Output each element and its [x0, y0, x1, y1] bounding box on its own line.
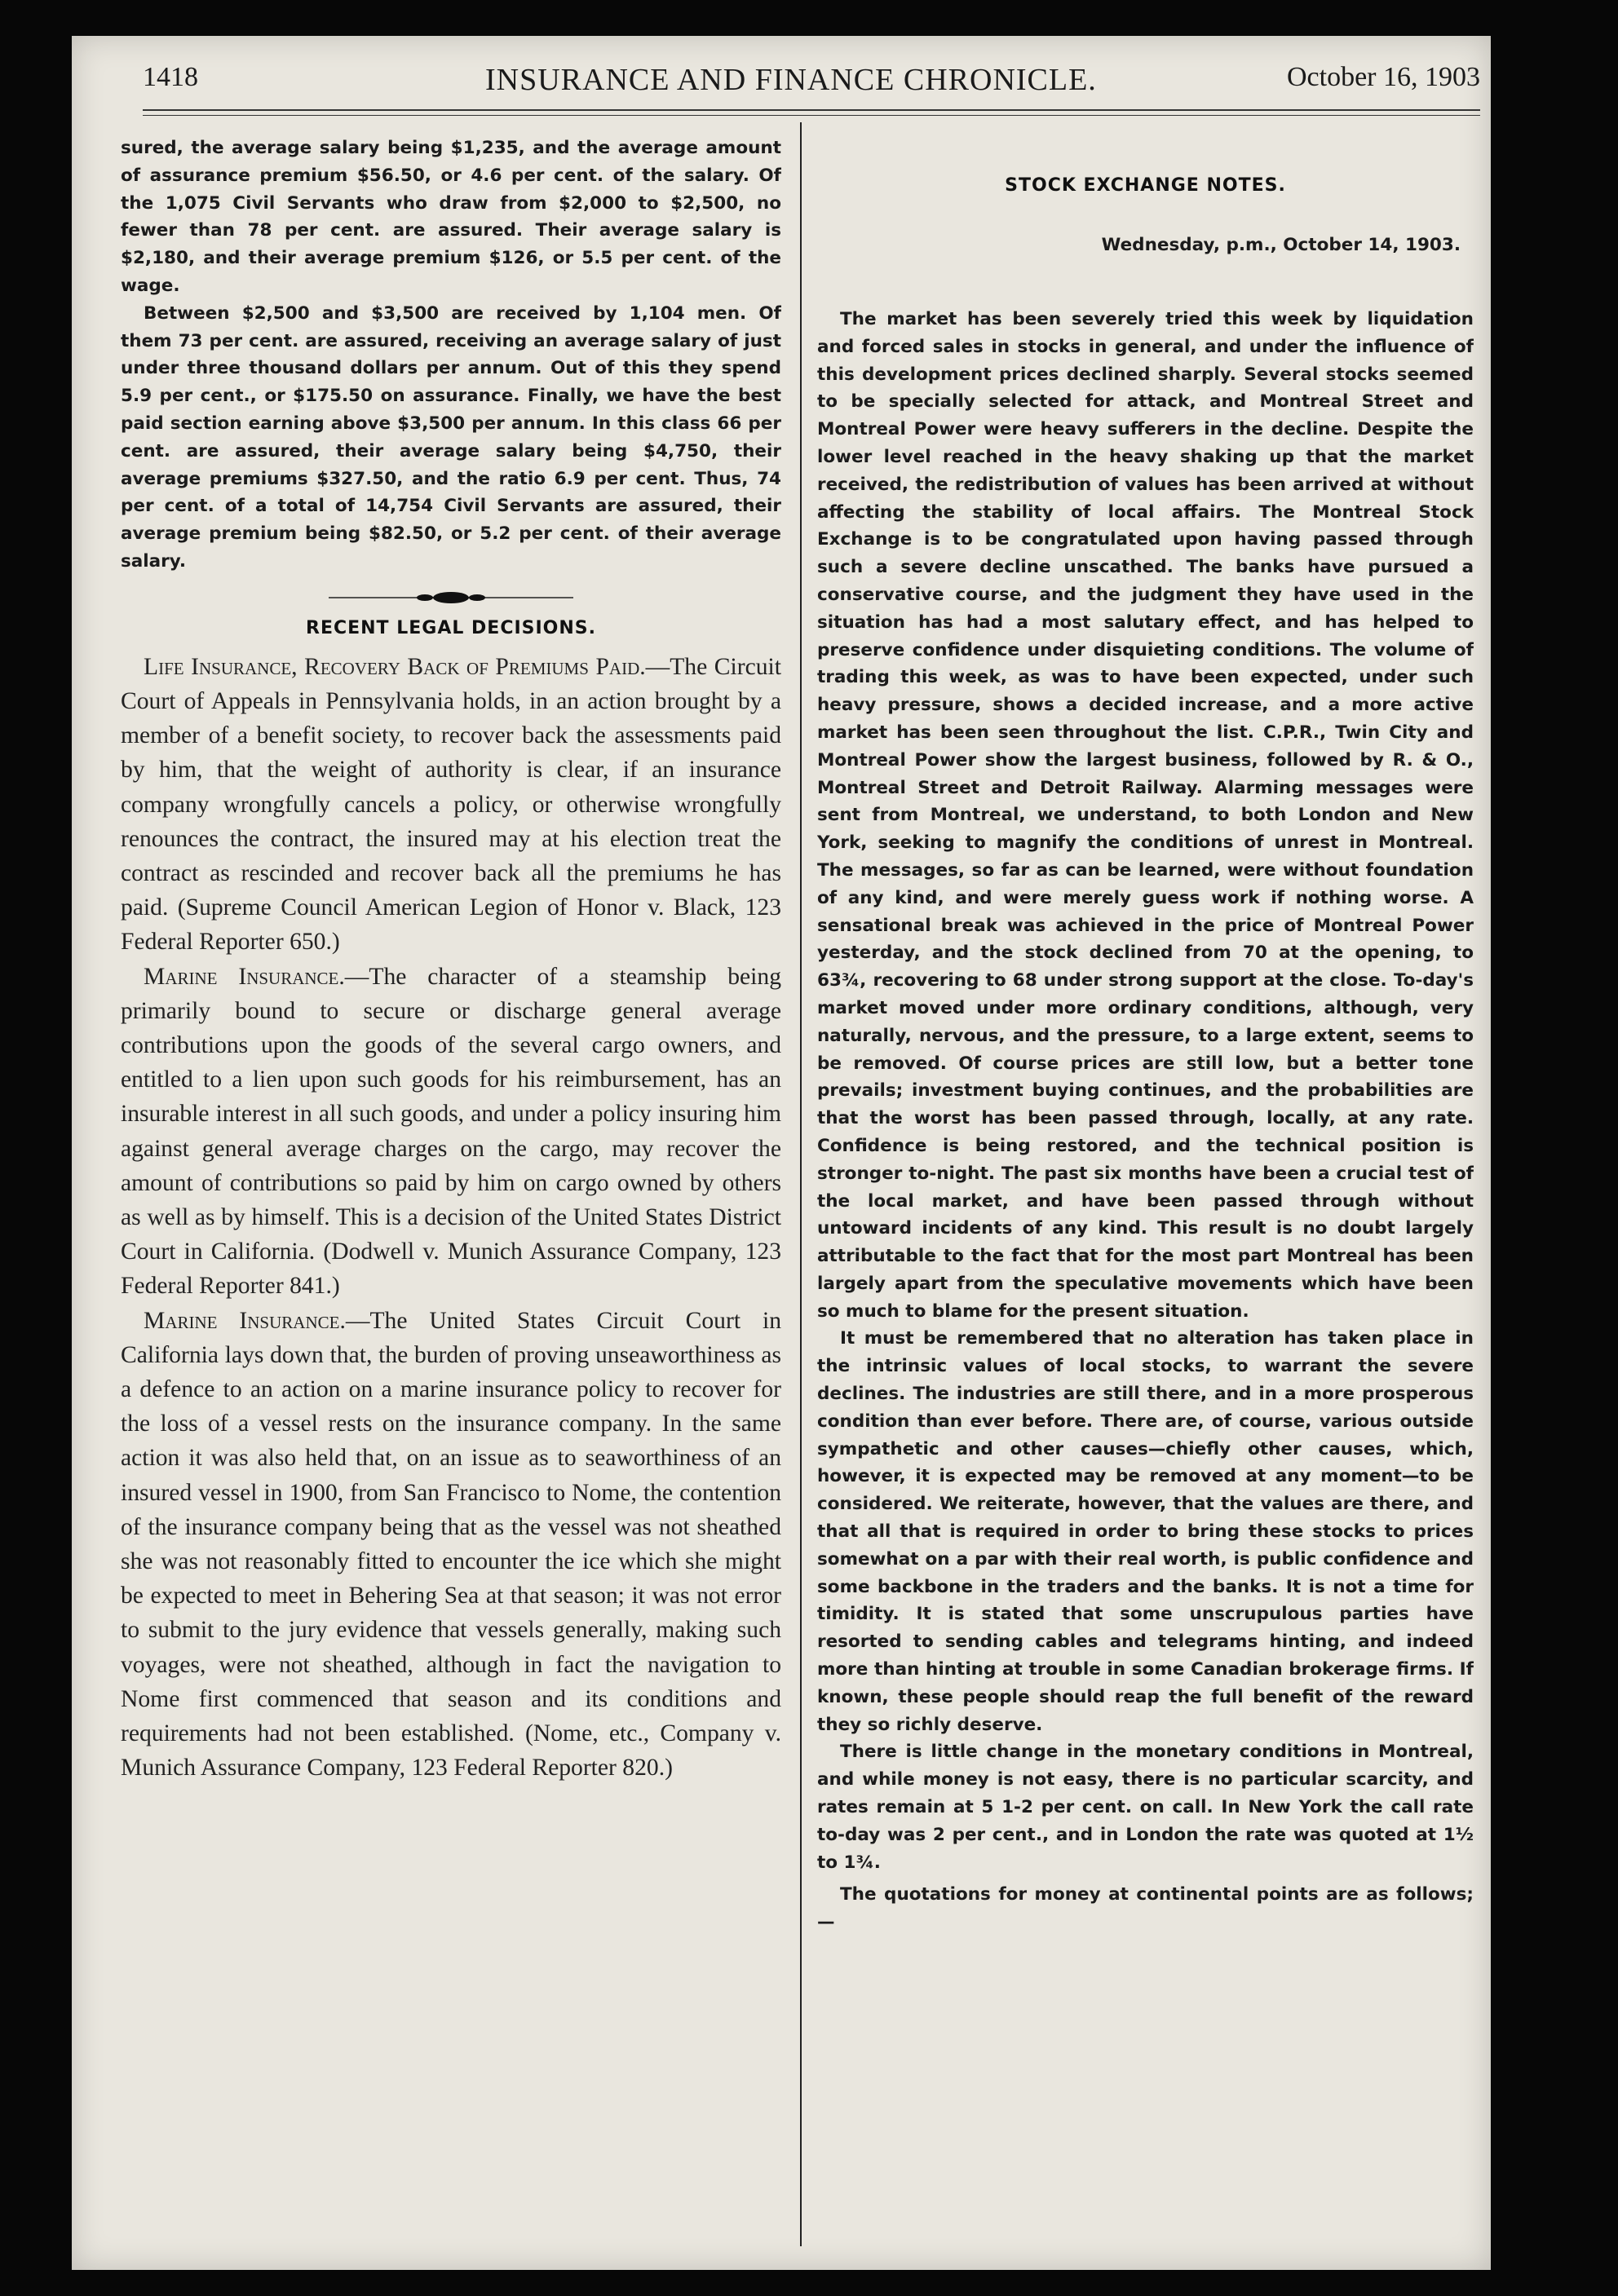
- decision-marine-insurance-2: [121, 1304, 781, 1786]
- section-ornament: [329, 590, 573, 605]
- decision-lead: Marine Insurance.: [144, 1307, 346, 1334]
- decision-lead: Marine Insurance.: [144, 963, 345, 990]
- column-divider: [800, 122, 802, 2246]
- stock-dateline: Wednesday, p.m., October 14, 1903.: [1101, 235, 1461, 255]
- legal-decisions-heading: RECENT LEGAL DECISIONS.: [306, 617, 596, 638]
- stock-exchange-heading: STOCK EXCHANGE NOTES.: [1005, 175, 1286, 196]
- publication-title: INSURANCE AND FINANCE CHRONICLE.: [485, 63, 1097, 97]
- stock-paragraph-2: It must be remembered that no alteration has taken place in the intrinsic values of local stocks, to warrant the severe declines. The industries are still there, and in a more prosperous condition than ever before. There are, of course, various outside sympathetic and other causes—chiefly other causes, which, however, it is expected may be removed at any moment—to be considered. We reiterate, however, that the values are there, and that all that is required in order to bring these stocks to prices somewhat on a par with their real worth, is public confidence and some backbone in the traders and the banks. It is not a time for timidity. It is stated that some unscrupulous parties have resorted to sending cables and telegrams hinting, and indeed more than hinting at trouble in some Canadian brokerage firms. If known, these people should reap the full benefit of the reward they so richly deserve.: [817, 1328, 1474, 1735]
- decision-text: —The United States Circuit Court in California lays down that, the burden of proving unseaworthiness as a defence to an action on a marine insurance policy to recover for the loss of a vessel rests on the insurance company. In the same action it was also held that, on an issue as to seaworthiness of an insured vessel in 1900, from San Francisco to Nome, the contention of the insurance company being that as the vessel was not sheathed she was not reasonably fitted to encounter the ice which she might be expected to meet in Behering Sea at that season; it was not error to submit to the jury evidence that vessels generally, making such voyages, were not sheathed, although in fact the navigation to Nome first commenced that season and its conditions and requirements had not been established. (Nome, etc., Company v. Munich Assurance Company, 123 Federal Reporter 820.): [121, 1307, 781, 1782]
- decision-marine-insurance-1: [121, 960, 781, 1304]
- header-rule: [143, 109, 1480, 111]
- page-number: 1418: [143, 62, 198, 92]
- salary-paragraph-1: sured, the average salary being $1,235, and the average amount of assurance premium $56.50, or 4.6 per cent. of the salary. Of the 1,075 Civil Servants who draw from $2,000 to $2,500, no fewer than 78 per cent. are assured. Their average salary is $2,180, and their average premium $126, or 5.5 per cent. of the wage.: [121, 138, 781, 296]
- issue-date: October 16, 1903: [1286, 62, 1480, 92]
- stock-paragraph-3: There is little change in the monetary conditions in Montreal, and while money is not easy, there is no particular scarcity, and rates remain at 5 1-2 per cent. on call. In New York the call rate to-day was 2 per cent., and in London the rate was quoted at 1½ to 1¾.: [817, 1742, 1474, 1873]
- salary-paragraph-2: Between $2,500 and $3,500 are received by 1,104 men. Of them 73 per cent. are assured, receiving an average salary of just under three thousand dollars per annum. Out of this they spend 5.9 per cent., or $175.50 on assurance. Finally, we have the best paid section earning above $3,500 per annum. In this class 66 per cent. are assured, their average salary being $4,750, their average premiums $327.50, and the ratio 6.9 per cent. Thus, 74 per cent. of a total of 14,754 Civil Servants are assured, their average premium being $82.50, or 5.2 per cent. of their average salary.: [121, 302, 781, 572]
- decision-lead: Life Insurance, Recovery Back of Premiums Paid.: [144, 653, 646, 680]
- decision-life-insurance: [121, 650, 781, 960]
- left-column: [121, 135, 781, 2254]
- right-column: [817, 167, 1474, 2254]
- decision-text: —The character of a steamship being primarily bound to secure or discharge general average contributions upon the goods of the several cargo owners, and entitled to a lien upon such goods for his reimbursement, has an insurable interest in all such goods, and under a policy insuring him against general average charges on the cargo, may recover the amount of contributions so paid by him on cargo owned by others as well as by himself. This is a decision of the United States District Court in California. (Dodwell v. Munich Assurance Company, 123 Federal Reporter 841.): [121, 963, 781, 1300]
- stock-paragraph-1: The market has been severely tried this week by liquidation and forced sales in stocks in general, and under the influence of this development prices declined sharply. Several stocks seemed to be specially selected for attack, and Montreal Street and Montreal Power were heavy sufferers in the decline. Despite the lower level reached in the heavy shaking up that the market received, the redistribution of values has been arrived at without affecting the stability of local affairs. The Montreal Stock Exchange is to be congratulated upon having passed through such a severe decline unscathed. The banks have pursued a conservative course, and the judgment they have used in the situation has had a most salutary effect, and has helped to preserve confidence under disquieting conditions. The volume of trading this week, as was to have been expected, under such heavy pressure, shows a decided increase, and a more active market has been seen throughout the list. C.P.R., Twin City and Montreal Power show the largest business, followed by R. & O., Montreal Street and Detroit Railway. Alarming messages were sent from Montreal, we understand, to both London and New York, seeking to magnify the conditions of unrest in Montreal. The messages, so far as can be learned, were without foundation of any kind, and were merely guess work if nothing worse. A sensational break was achieved in the price of Montreal Power yesterday, and the stock declined from 70 at the opening, to 63¾, recovering to 68 under strong support at the close. To-day's market moved under more ordinary conditions, although, very naturally, nervous, and the pressure, to a large extent, seems to be removed. Of course prices are still low, but a better tone prevails; investment buying continues, and the probabilities are that the worst has been passed through, locally, at any rate. Confidence is being restored, and the technical position is stronger to-night. The past six months have been a crucial test of the local market, and have been passed through without untoward incidents of any kind. This result is no doubt largely attributable to the fact that for the most part Montreal has been largely apart from the speculative movements which have been so much to blame for the present situation.: [817, 309, 1474, 1322]
- stock-paragraph-4: The quotations for money at continental points are as follows;—: [817, 1884, 1474, 1933]
- decision-text: —The Circuit Court of Appeals in Pennsylvania holds, in an action brought by a member of a benefit society, to recover back the assessments paid by him, that the weight of authority is clear, if an insurance company wrongfully cancels a policy, or otherwise wrongfully renounces the contract, the insured may at his election treat the contract as rescinded and recover back all the premiums he has paid. (Supreme Council American Legion of Honor v. Black, 123 Federal Reporter 650.): [121, 653, 781, 956]
- page-header: [143, 62, 1480, 108]
- header-rule-thin: [143, 115, 1480, 116]
